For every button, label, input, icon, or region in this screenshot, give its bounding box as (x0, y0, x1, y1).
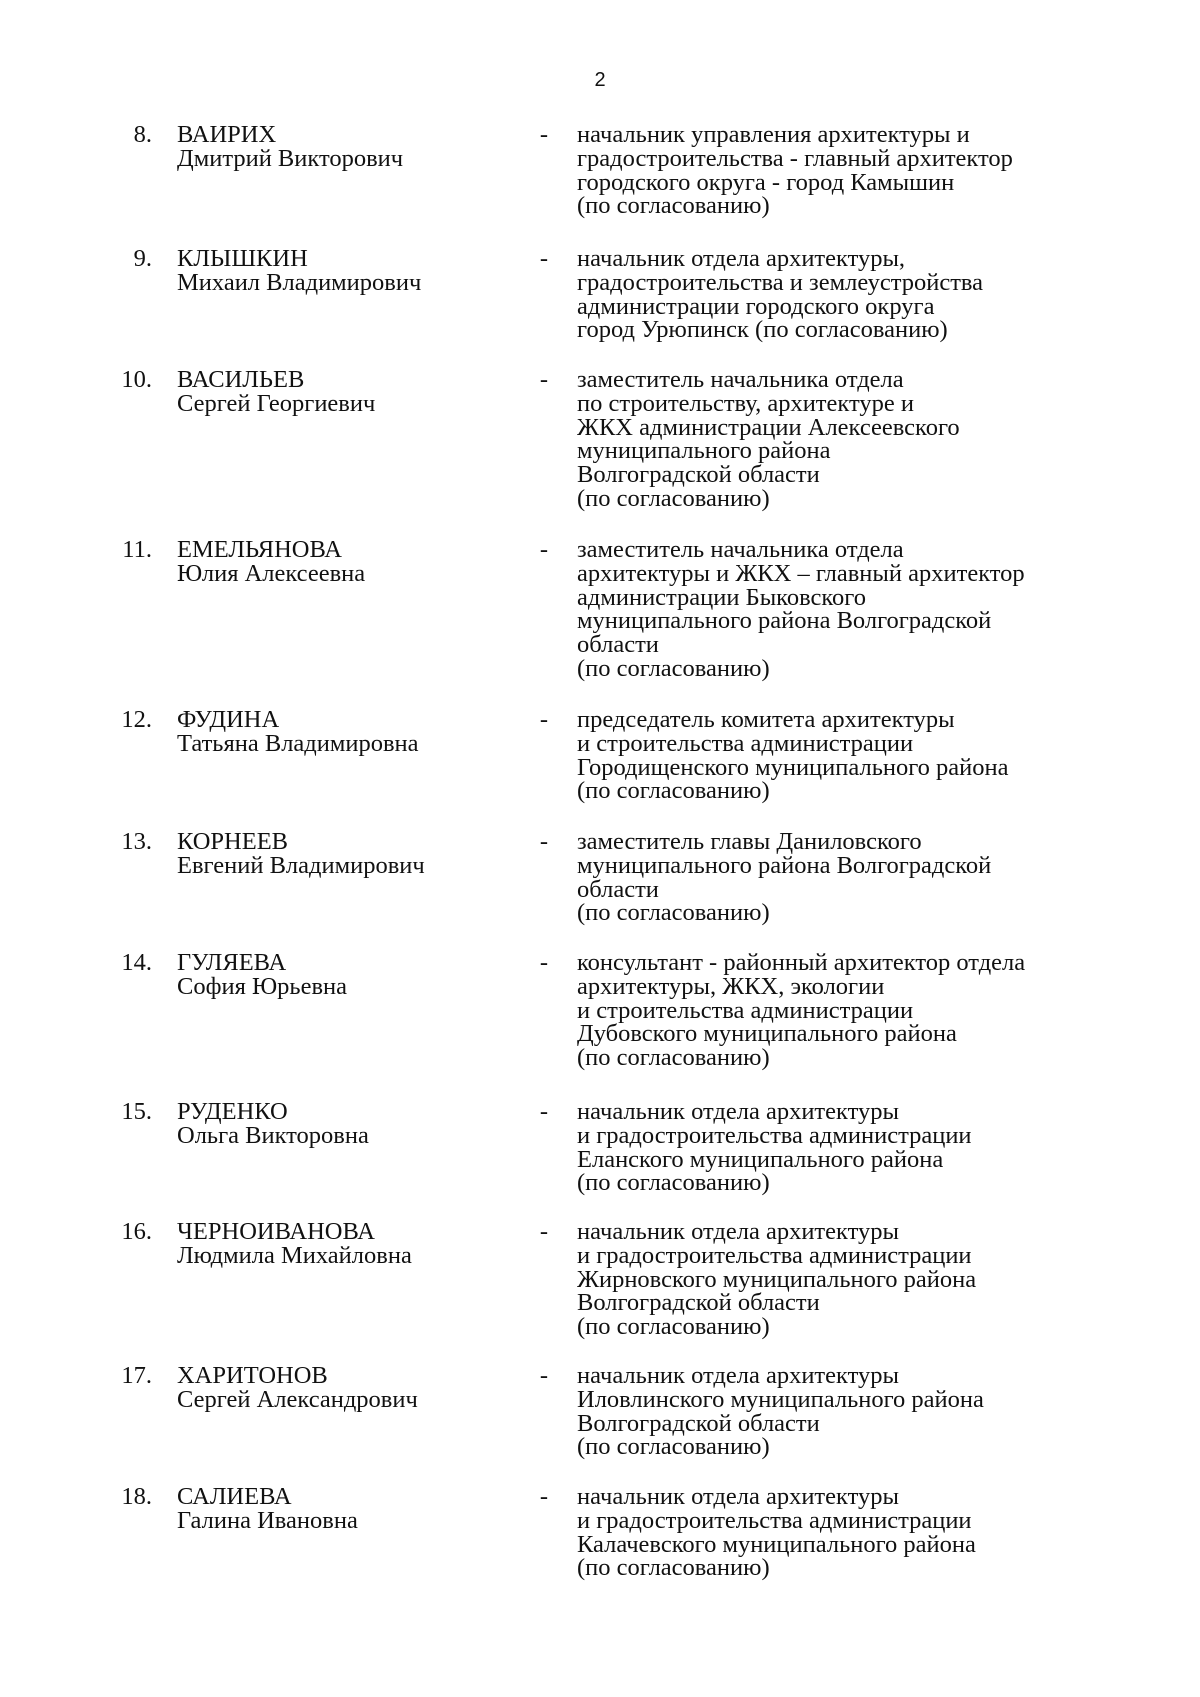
member-surname: РУДЕНКО (177, 1098, 288, 1125)
member-name (177, 830, 507, 878)
member-given-names: Татьяна Владимировна (177, 729, 419, 757)
member-given-names: София Юрьевна (177, 972, 348, 1000)
member-given-names: Дмитрий Викторович (177, 144, 404, 172)
dash-separator: - (539, 949, 549, 976)
position-line: (по согласованию) (577, 1433, 770, 1461)
position-line: начальник отдела архитектуры (577, 1362, 899, 1389)
position-line: председатель комитета архитектуры (577, 706, 955, 733)
member-name (177, 708, 507, 756)
member-position (577, 123, 1117, 218)
member-name (177, 1220, 507, 1268)
member-given-names: Сергей Александрович (177, 1385, 418, 1413)
member-number: 17. (121, 1362, 152, 1389)
member-name (177, 1100, 507, 1148)
member-surname: ЧЕРНОИВАНОВА (177, 1218, 375, 1245)
member-surname: ВАИРИХ (177, 121, 277, 148)
position-line: (по согласованию) (577, 1044, 770, 1072)
member-given-names: Юлия Алексеевна (177, 559, 366, 587)
position-line: (по согласованию) (577, 654, 770, 682)
page-number: 2 (594, 69, 606, 91)
position-line: консультант - районный архитектор отдела (577, 949, 1026, 976)
position-line: начальник отдела архитектуры (577, 1483, 899, 1510)
member-number: 18. (121, 1483, 152, 1510)
position-line: (по согласованию) (577, 899, 770, 927)
member-position (577, 1100, 1117, 1195)
member-given-names: Галина Ивановна (177, 1506, 358, 1534)
member-position (577, 538, 1117, 681)
dash-separator: - (539, 1483, 549, 1510)
member-surname: КЛЫШКИН (177, 245, 308, 272)
position-line: (по согласованию) (577, 1169, 770, 1197)
member-number: 16. (121, 1218, 152, 1245)
position-line: город Урюпинск (по согласованию) (577, 316, 948, 344)
position-line: городского округа - город Камышин (577, 168, 955, 196)
position-line: заместитель начальника отдела (577, 536, 904, 563)
position-line: (по согласованию) (577, 777, 770, 805)
member-position (577, 830, 1117, 925)
member-name (177, 538, 507, 586)
position-line: и строительства администрации (577, 729, 914, 757)
position-line: архитектуры, ЖКХ, экологии (577, 972, 885, 1000)
member-surname: ВАСИЛЬЕВ (177, 366, 305, 393)
position-line: начальник отдела архитектуры, (577, 245, 906, 272)
position-line: и градостроительства администрации (577, 1121, 972, 1149)
dash-separator: - (539, 1218, 549, 1245)
member-surname: ЕМЕЛЬЯНОВА (177, 536, 342, 563)
member-number: 13. (121, 828, 152, 855)
position-line: Городищенского муниципального района (577, 753, 1009, 781)
member-surname: ГУЛЯЕВА (177, 949, 287, 976)
position-line: ЖКХ администрации Алексеевского (577, 413, 960, 441)
dash-separator: - (539, 536, 549, 563)
dash-separator: - (539, 706, 549, 733)
position-line: и градостроительства администрации (577, 1241, 972, 1269)
position-line: (по согласованию) (577, 192, 770, 220)
member-given-names: Михаил Владимирович (177, 268, 422, 296)
member-position (577, 368, 1117, 511)
position-line: (по согласованию) (577, 1554, 770, 1582)
position-line: градостроительства и землеустройства (577, 268, 984, 296)
member-number: 12. (121, 706, 152, 733)
member-position (577, 1220, 1117, 1339)
member-given-names: Евгений Владимирович (177, 851, 425, 879)
position-line: и строительства администрации (577, 996, 914, 1024)
position-line: заместитель главы Даниловского (577, 828, 922, 855)
member-name (177, 368, 507, 416)
member-name (177, 951, 507, 999)
position-line: градостроительства - главный архитектор (577, 144, 1013, 172)
position-line: муниципального района (577, 437, 831, 465)
member-position (577, 1485, 1117, 1580)
member-given-names: Людмила Михайловна (177, 1241, 412, 1269)
member-name (177, 1485, 507, 1533)
dash-separator: - (539, 121, 549, 148)
member-surname: ХАРИТОНОВ (177, 1362, 328, 1389)
position-line: начальник отдела архитектуры (577, 1098, 899, 1125)
member-number: 9. (133, 245, 152, 272)
member-number: 8. (133, 121, 152, 148)
dash-separator: - (539, 1362, 549, 1389)
position-line: муниципального района Волгоградской (577, 607, 992, 635)
member-number: 11. (122, 536, 152, 563)
position-line: и градостроительства администрации (577, 1506, 972, 1534)
member-surname: ФУДИНА (177, 706, 280, 733)
position-line: Калачевского муниципального района (577, 1530, 976, 1558)
member-given-names: Ольга Викторовна (177, 1121, 369, 1149)
position-line: Жирновского муниципального района (577, 1265, 977, 1293)
dash-separator: - (539, 366, 549, 393)
position-line: заместитель начальника отдела (577, 366, 904, 393)
member-name (177, 247, 507, 295)
member-position (577, 247, 1117, 342)
member-name (177, 123, 507, 171)
position-line: муниципального района Волгоградской (577, 851, 992, 879)
position-line: архитектуры и ЖКХ – главный архитектор (577, 559, 1025, 587)
position-line: начальник управления архитектуры и (577, 121, 970, 148)
position-line: начальник отдела архитектуры (577, 1218, 899, 1245)
member-position (577, 1364, 1117, 1459)
position-line: (по согласованию) (577, 484, 770, 512)
member-name (177, 1364, 507, 1412)
position-line: администрации городского округа (577, 292, 935, 320)
member-given-names: Сергей Георгиевич (177, 389, 376, 417)
dash-separator: - (539, 245, 549, 272)
member-surname: КОРНЕЕВ (177, 828, 289, 855)
position-line: Волгоградской области (577, 1289, 820, 1317)
dash-separator: - (539, 828, 549, 855)
position-line: Волгоградской области (577, 1409, 820, 1437)
member-number: 15. (121, 1098, 152, 1125)
dash-separator: - (539, 1098, 549, 1125)
position-line: области (577, 875, 659, 903)
position-line: Волгоградской области (577, 461, 820, 489)
position-line: по строительству, архитектуре и (577, 389, 914, 417)
position-line: (по согласованию) (577, 1313, 770, 1341)
position-line: Дубовского муниципального района (577, 1020, 957, 1048)
position-line: Иловлинского муниципального района (577, 1385, 984, 1413)
member-position (577, 951, 1117, 1070)
member-number: 10. (121, 366, 152, 393)
position-line: области (577, 631, 659, 659)
position-line: Еланского муниципального района (577, 1145, 944, 1173)
position-line: администрации Быковского (577, 583, 866, 611)
member-position (577, 708, 1117, 803)
member-surname: САЛИЕВА (177, 1483, 292, 1510)
member-number: 14. (121, 949, 152, 976)
